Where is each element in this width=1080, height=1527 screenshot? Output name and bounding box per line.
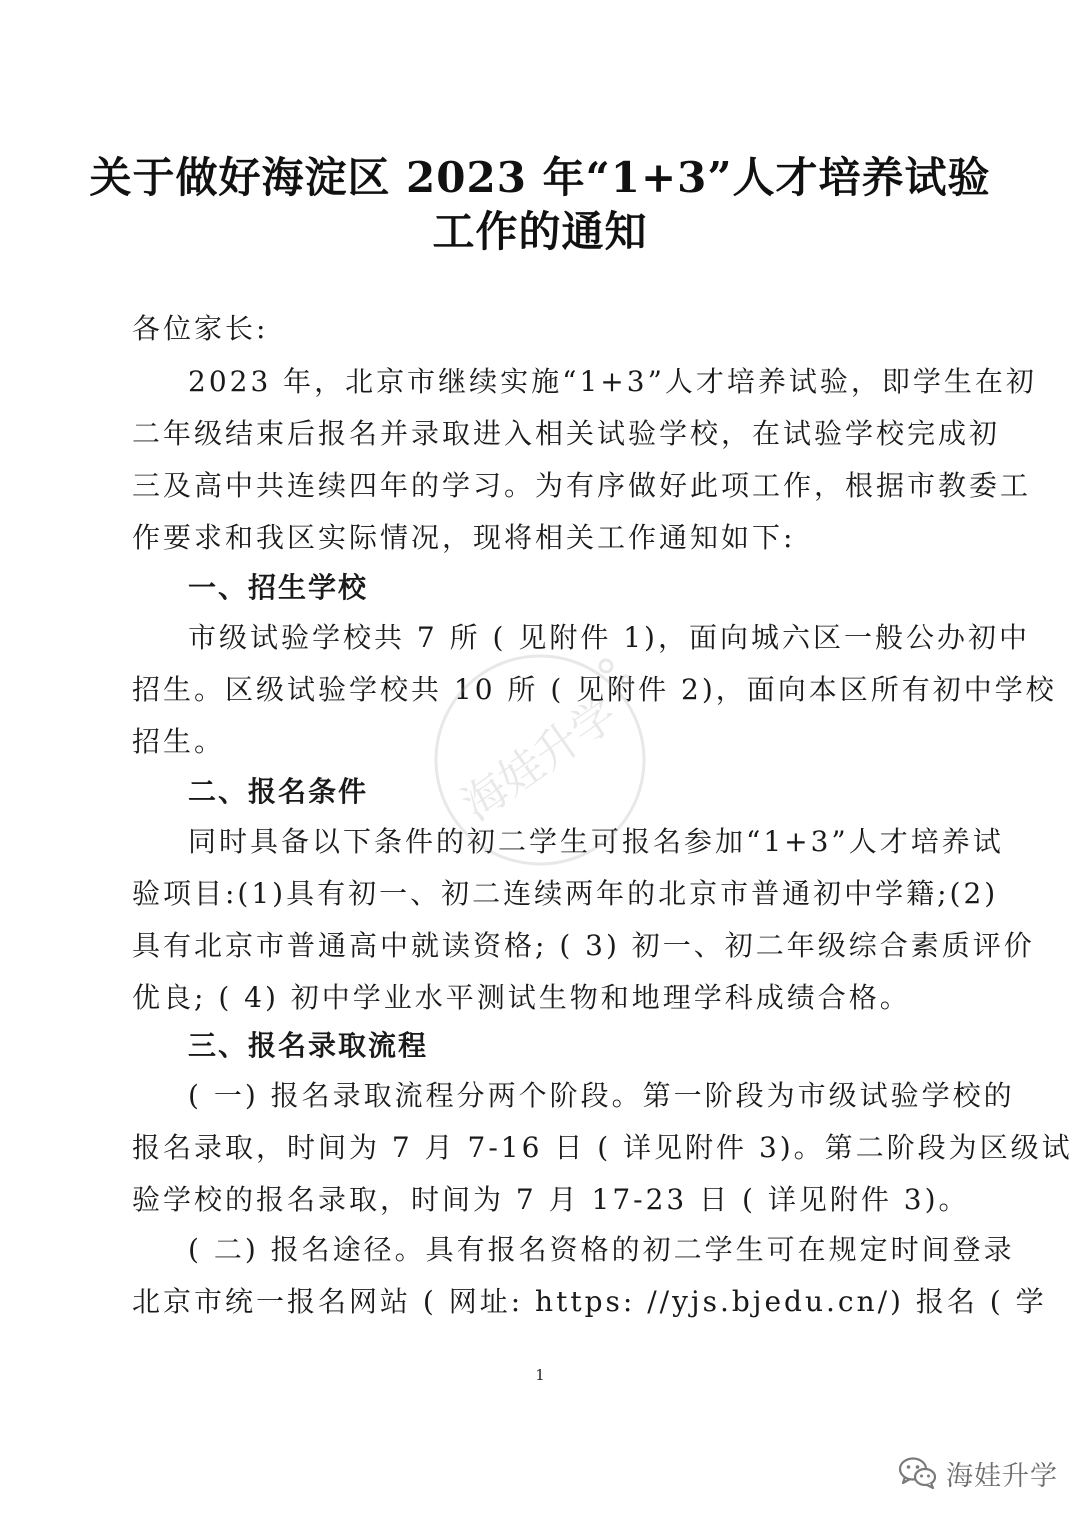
watermark-seal	[420, 640, 660, 880]
section-heading-process: 三、报名录取流程	[188, 1029, 429, 1062]
salutation: 各位家长:	[132, 312, 269, 345]
paragraph-line: 作要求和我区实际情况，现将相关工作通知如下:	[132, 521, 796, 554]
paragraph-line: 2023 年，北京市继续实施“1+3”人才培养试验，即学生在初	[188, 365, 1037, 398]
paragraph-line: 二年级结束后报名并录取进入相关试验学校，在试验学校完成初	[132, 417, 1001, 450]
paragraph-line: 验学校的报名录取，时间为 7 月 17-23 日 ( 详见附件 3)。	[132, 1183, 970, 1216]
paragraph-line: 北京市统一报名网站 ( 网址: https: //yjs.bjedu.cn/) 报名 ( 学	[132, 1285, 1047, 1318]
paragraph-line: 同时具备以下条件的初二学生可报名参加“1+3”人才培养试	[188, 825, 1004, 858]
paragraph-line: ( 一) 报名录取流程分两个阶段。第一阶段为市级试验学校的	[188, 1079, 1015, 1112]
paragraph-line: 报名录取，时间为 7 月 7-16 日 ( 详见附件 3)。第二阶段为区级试	[132, 1131, 1073, 1164]
document-title-line2: 工作的通知	[432, 207, 648, 256]
paragraph-line: 验项目:(1)具有初一、初二连续两年的北京市普通初中学籍;(2)	[132, 877, 999, 910]
wechat-icon	[898, 1456, 938, 1490]
paragraph-line: 招生。区级试验学校共 10 所 ( 见附件 2)，面向本区所有初中学校	[132, 673, 1057, 706]
paragraph-line: 具有北京市普通高中就读资格; ( 3) 初一、初二年级综合素质评价	[132, 929, 1035, 962]
paragraph-line: 三及高中共连续四年的学习。为有序做好此项工作，根据市教委工	[132, 469, 1032, 502]
paragraph-line: 招生。	[132, 725, 226, 758]
section-heading-schools: 一、招生学校	[188, 571, 369, 604]
paragraph-line: 市级试验学校共 7 所 ( 见附件 1)，面向城六区一般公办初中	[188, 621, 1030, 654]
paragraph-line: ( 二) 报名途径。具有报名资格的初二学生可在规定时间登录	[188, 1233, 1015, 1266]
watermark-text: 海娃升学	[453, 688, 627, 831]
page-number: 1	[535, 1366, 545, 1384]
wechat-brand	[898, 1453, 1058, 1493]
section-heading-conditions: 二、报名条件	[188, 775, 369, 808]
document-title-line1: 关于做好海淀区 2023 年“1+3”人才培养试验	[89, 153, 991, 202]
paragraph-line: 优良; ( 4) 初中学业水平测试生物和地理学科成绩合格。	[132, 981, 911, 1014]
brand-label: 海娃升学	[946, 1460, 1058, 1492]
